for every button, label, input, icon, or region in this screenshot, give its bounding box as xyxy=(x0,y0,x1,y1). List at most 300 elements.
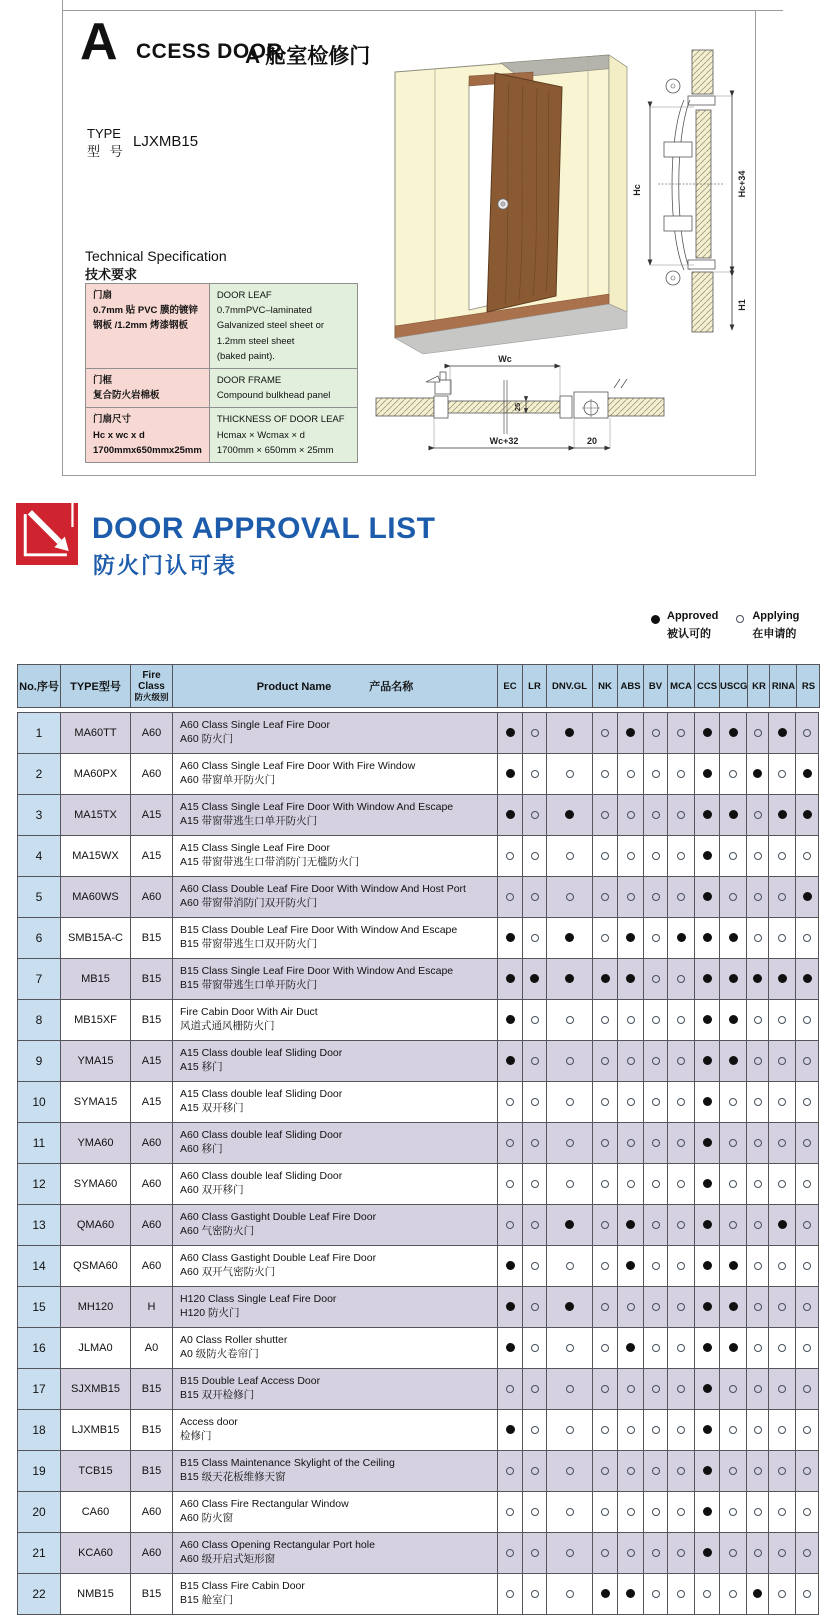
applying-dot-icon xyxy=(627,811,635,819)
approval-row xyxy=(18,1492,819,1533)
approval-cell-rina xyxy=(769,1451,796,1492)
applying-dot-icon xyxy=(652,1057,660,1065)
approval-cell-bv xyxy=(644,795,668,836)
approval-row xyxy=(18,959,819,1000)
approval-cell-ec xyxy=(498,1492,523,1533)
approval-cell-nk xyxy=(593,1246,618,1287)
approval-title: DOOR APPROVAL LIST xyxy=(92,512,436,545)
applying-dot-icon xyxy=(531,1385,539,1393)
product-name-en: B15 Class Single Leaf Fire Door With Window And Escape xyxy=(180,965,454,978)
applying-dot-icon xyxy=(652,1139,660,1147)
applying-dot-icon xyxy=(652,852,660,860)
approved-dot-icon xyxy=(803,769,812,778)
type-label-en: TYPE xyxy=(87,126,121,141)
approval-cell-rina xyxy=(769,877,796,918)
applying-dot-icon xyxy=(652,1180,660,1188)
approval-cell-abs xyxy=(618,1287,644,1328)
dim-wc: Wc xyxy=(498,354,512,364)
row-fire-class: A60 xyxy=(131,1164,173,1205)
approval-cell-nk xyxy=(593,1574,618,1615)
row-no: 5 xyxy=(18,877,61,918)
product-name-en: A60 Class Gastight Double Leaf Fire Door xyxy=(180,1211,377,1224)
approval-cell-rina xyxy=(769,1082,796,1123)
applying-dot-icon xyxy=(677,1221,685,1229)
applying-dot-icon xyxy=(627,1303,635,1311)
approval-cell-nk xyxy=(593,1410,618,1451)
approval-cell-mca xyxy=(668,1246,695,1287)
approval-cell-bv xyxy=(644,754,668,795)
row-fire-class: A60 xyxy=(131,1492,173,1533)
approval-cell-bv xyxy=(644,713,668,754)
approval-cell-uscg xyxy=(720,1123,747,1164)
approval-cell-mca xyxy=(668,877,695,918)
approved-dot-icon xyxy=(703,1056,712,1065)
spec-cell-en: THICKNESS OF DOOR LEAF Hcmax × Wcmax × d 1700mm × 650mm × 25mm xyxy=(209,408,357,463)
applying-dot-icon xyxy=(778,1262,786,1270)
row-product xyxy=(173,713,498,754)
approval-cell-dnv.gl xyxy=(547,1369,593,1410)
applying-dot-icon xyxy=(531,1098,539,1106)
applying-dot-icon xyxy=(754,1385,762,1393)
approval-cell-abs xyxy=(618,1328,644,1369)
approval-cell-nk xyxy=(593,1451,618,1492)
section-title: CCESS DOOR xyxy=(136,40,283,63)
row-no: 10 xyxy=(18,1082,61,1123)
product-name-zh: 检修门 xyxy=(180,1430,212,1442)
approval-cell-rs xyxy=(796,959,819,1000)
approval-row xyxy=(18,1533,819,1574)
row-no: 15 xyxy=(18,1287,61,1328)
vertical-section-drawing xyxy=(628,50,756,334)
approval-cell-mca xyxy=(668,1410,695,1451)
approval-cell-bv xyxy=(644,1246,668,1287)
row-fire-class: B15 xyxy=(131,1410,173,1451)
product-name-zh: B15 双开检修门 xyxy=(180,1389,255,1401)
approval-cell-dnv.gl xyxy=(547,1041,593,1082)
approval-cell-rs xyxy=(796,1287,819,1328)
approval-cell-abs xyxy=(618,1533,644,1574)
applying-dot-icon xyxy=(652,770,660,778)
approval-cell-abs xyxy=(618,1123,644,1164)
applying-dot-icon xyxy=(652,1426,660,1434)
row-type: CA60 xyxy=(61,1492,131,1533)
approval-cell-lr xyxy=(523,959,547,1000)
row-type: MH120 xyxy=(61,1287,131,1328)
legend-label-en: Approved xyxy=(667,610,719,622)
applying-dot-icon xyxy=(803,1221,811,1229)
applying-dot-icon xyxy=(531,934,539,942)
applying-dot-icon xyxy=(531,1303,539,1311)
approval-cell-bv xyxy=(644,1451,668,1492)
approval-cell-rs xyxy=(796,1369,819,1410)
approval-cell-uscg xyxy=(720,1246,747,1287)
applying-dot-icon xyxy=(778,1303,786,1311)
row-product xyxy=(173,1410,498,1451)
applying-dot-icon xyxy=(729,852,737,860)
col-header-uscg: USCG xyxy=(720,665,748,708)
approval-cell-abs xyxy=(618,918,644,959)
applying-dot-icon xyxy=(531,1180,539,1188)
approval-cell-mca xyxy=(668,1451,695,1492)
approval-cell-lr xyxy=(523,877,547,918)
approval-cell-rs xyxy=(796,1205,819,1246)
approval-cell-ec xyxy=(498,1246,523,1287)
approval-cell-abs xyxy=(618,1246,644,1287)
approval-row xyxy=(18,1246,819,1287)
approval-row xyxy=(18,918,819,959)
applying-dot-icon xyxy=(778,893,786,901)
approved-dot-icon xyxy=(703,851,712,860)
approval-cell-ec xyxy=(498,1533,523,1574)
applying-dot-icon xyxy=(652,1303,660,1311)
approval-cell-ec xyxy=(498,1328,523,1369)
approval-cell-uscg xyxy=(720,1287,747,1328)
product-name-en: A15 Class double leaf Sliding Door xyxy=(180,1047,343,1060)
approval-cell-mca xyxy=(668,795,695,836)
approval-cell-bv xyxy=(644,1533,668,1574)
approval-cell-lr xyxy=(523,713,547,754)
applying-dot-icon xyxy=(778,1549,786,1557)
approval-cell-ccs xyxy=(695,1533,720,1574)
dim-wc32: Wc+32 xyxy=(489,436,519,446)
approval-cell-mca xyxy=(668,836,695,877)
applying-dot-icon xyxy=(677,1467,685,1475)
approval-cell-nk xyxy=(593,1205,618,1246)
spec-cell-en: DOOR LEAF 0.7mmPVC–laminated Galvanized steel sheet or 1.2mm steel sheet (baked paint). xyxy=(209,284,357,369)
approval-cell-ccs xyxy=(695,1123,720,1164)
row-type: TCB15 xyxy=(61,1451,131,1492)
approved-dot-icon xyxy=(729,933,738,942)
row-no: 12 xyxy=(18,1164,61,1205)
applying-dot-icon xyxy=(652,1221,660,1229)
applying-dot-icon xyxy=(803,1303,811,1311)
row-product xyxy=(173,1369,498,1410)
applying-dot-icon xyxy=(729,1098,737,1106)
applying-dot-icon xyxy=(803,1590,811,1598)
row-product xyxy=(173,1451,498,1492)
applying-dot-icon xyxy=(677,1303,685,1311)
row-type: JLMA0 xyxy=(61,1328,131,1369)
approval-cell-ccs xyxy=(695,877,720,918)
row-type: MA60TT xyxy=(61,713,131,754)
applying-dot-icon xyxy=(652,1016,660,1024)
section-initial: A xyxy=(80,13,118,71)
approval-row xyxy=(18,1041,819,1082)
approval-cell-mca xyxy=(668,1328,695,1369)
row-fire-class: A60 xyxy=(131,1533,173,1574)
row-product xyxy=(173,1492,498,1533)
approval-cell-ccs xyxy=(695,1246,720,1287)
approval-cell-ec xyxy=(498,795,523,836)
row-type: MA15TX xyxy=(61,795,131,836)
approval-cell-dnv.gl xyxy=(547,877,593,918)
approval-cell-kr xyxy=(747,877,769,918)
approval-cell-lr xyxy=(523,1123,547,1164)
applying-dot-icon xyxy=(677,1549,685,1557)
approval-cell-rs xyxy=(796,1123,819,1164)
approval-row xyxy=(18,1369,819,1410)
spec-title-zh: 技术要求 xyxy=(85,267,138,282)
row-no: 22 xyxy=(18,1574,61,1615)
approval-cell-rina xyxy=(769,959,796,1000)
applying-dot-icon xyxy=(677,729,685,737)
row-product xyxy=(173,795,498,836)
product-name-zh: B15 带窗带逃生口双开防火门 xyxy=(180,938,318,950)
approval-cell-abs xyxy=(618,1410,644,1451)
applying-dot-icon xyxy=(531,1508,539,1516)
applying-dot-icon xyxy=(778,770,786,778)
applying-dot-icon xyxy=(566,1057,574,1065)
applying-dot-icon xyxy=(627,1057,635,1065)
approval-cell-rs xyxy=(796,1246,819,1287)
approval-cell-mca xyxy=(668,1041,695,1082)
applying-dot-icon xyxy=(531,1590,539,1598)
approval-cell-kr xyxy=(747,836,769,877)
approval-cell-uscg xyxy=(720,1451,747,1492)
applying-dot-icon xyxy=(566,1262,574,1270)
applying-dot-icon xyxy=(677,1508,685,1516)
row-no: 14 xyxy=(18,1246,61,1287)
dim-hc34: Hc+34 xyxy=(737,170,747,198)
applying-dot-icon xyxy=(566,852,574,860)
approved-dot-icon xyxy=(506,1302,515,1311)
approval-cell-kr xyxy=(747,1492,769,1533)
applying-dot-icon xyxy=(601,1098,609,1106)
approval-cell-abs xyxy=(618,1164,644,1205)
applying-dot-icon xyxy=(677,1590,685,1598)
row-product xyxy=(173,1082,498,1123)
approval-row xyxy=(18,713,819,754)
section-title-zh: A 舱室检修门 xyxy=(245,45,371,68)
applying-dot-icon xyxy=(652,1549,660,1557)
applying-dot-icon xyxy=(531,811,539,819)
applying-dot-icon xyxy=(566,1139,574,1147)
legend-item xyxy=(736,609,799,643)
product-name-zh: A60 级开启式矩形窗 xyxy=(180,1553,276,1565)
approval-cell-lr xyxy=(523,1082,547,1123)
approval-cell-ccs xyxy=(695,1574,720,1615)
row-fire-class: A60 xyxy=(131,1246,173,1287)
applying-dot-icon xyxy=(652,975,660,983)
row-product xyxy=(173,1164,498,1205)
approval-cell-abs xyxy=(618,1205,644,1246)
applying-dot-icon xyxy=(531,1549,539,1557)
applying-dot-icon xyxy=(531,1467,539,1475)
dim-hc: Hc xyxy=(632,184,642,196)
row-product xyxy=(173,1246,498,1287)
approved-dot-icon xyxy=(506,933,515,942)
applying-dot-icon xyxy=(803,1344,811,1352)
applying-dot-icon xyxy=(677,1016,685,1024)
approved-dot-icon xyxy=(803,892,812,901)
approval-cell-uscg xyxy=(720,1410,747,1451)
applying-dot-icon xyxy=(652,1467,660,1475)
approval-cell-nk xyxy=(593,1492,618,1533)
approval-cell-kr xyxy=(747,1164,769,1205)
row-no: 1 xyxy=(18,713,61,754)
applying-dot-icon xyxy=(601,1016,609,1024)
product-name-en: Access door xyxy=(180,1416,238,1429)
applying-dot-icon xyxy=(566,1426,574,1434)
approval-cell-mca xyxy=(668,754,695,795)
col-header-ccs: CCS xyxy=(695,665,720,708)
approval-cell-kr xyxy=(747,959,769,1000)
applying-dot-icon xyxy=(531,1016,539,1024)
row-no: 20 xyxy=(18,1492,61,1533)
applying-dot-icon xyxy=(506,893,514,901)
approval-cell-nk xyxy=(593,1287,618,1328)
approval-cell-uscg xyxy=(720,1533,747,1574)
side-wall-return xyxy=(609,55,627,312)
legend-label-zh: 被认可的 xyxy=(667,628,711,641)
product-name-en: A60 Class Double Leaf Fire Door With Window And Host Port xyxy=(180,883,466,896)
approval-cell-kr xyxy=(747,1287,769,1328)
applying-dot-icon xyxy=(506,1139,514,1147)
approval-cell-uscg xyxy=(720,918,747,959)
applying-dot-icon xyxy=(601,1180,609,1188)
row-no: 2 xyxy=(18,754,61,795)
product-name-en: A15 Class Single Leaf Fire Door xyxy=(180,842,330,855)
applying-dot-icon xyxy=(677,1139,685,1147)
approval-cell-ec xyxy=(498,1369,523,1410)
approval-cell-ec xyxy=(498,1041,523,1082)
applying-dot-icon xyxy=(566,1549,574,1557)
applying-dot-icon xyxy=(754,1098,762,1106)
applying-dot-icon xyxy=(566,1385,574,1393)
applying-dot-icon xyxy=(652,1262,660,1270)
row-fire-class: B15 xyxy=(131,1574,173,1615)
approved-dot-icon xyxy=(565,974,574,983)
approval-cell-lr xyxy=(523,754,547,795)
applying-dot-icon xyxy=(601,893,609,901)
approval-cell-bv xyxy=(644,1410,668,1451)
product-name-en: B15 Class Double Leaf Fire Door With Window And Escape xyxy=(180,924,458,937)
row-fire-class: A0 xyxy=(131,1328,173,1369)
applying-dot-icon xyxy=(754,811,762,819)
approval-cell-rs xyxy=(796,1041,819,1082)
approval-cell-nk xyxy=(593,1041,618,1082)
approval-cell-uscg xyxy=(720,1041,747,1082)
approval-cell-uscg xyxy=(720,1492,747,1533)
approved-dot-icon xyxy=(803,810,812,819)
row-product xyxy=(173,1123,498,1164)
row-product xyxy=(173,1205,498,1246)
approval-cell-rs xyxy=(796,1164,819,1205)
approved-dot-icon xyxy=(703,1097,712,1106)
product-name-en: A60 Class Opening Rectangular Port hole xyxy=(180,1539,375,1552)
approved-dot-icon xyxy=(703,974,712,983)
approved-dot-icon xyxy=(729,728,738,737)
approval-cell-ccs xyxy=(695,1041,720,1082)
approval-cell-rs xyxy=(796,1410,819,1451)
applying-dot-icon xyxy=(531,1139,539,1147)
approved-dot-icon xyxy=(753,769,762,778)
applying-dot-icon xyxy=(652,729,660,737)
approval-cell-kr xyxy=(747,1123,769,1164)
approved-dot-icon xyxy=(565,1302,574,1311)
approval-cell-rina xyxy=(769,1041,796,1082)
approval-cell-rs xyxy=(796,795,819,836)
product-name-zh: A60 气密防火门 xyxy=(180,1225,255,1237)
approval-cell-bv xyxy=(644,1164,668,1205)
approval-cell-bv xyxy=(644,918,668,959)
applying-dot-icon xyxy=(754,852,762,860)
approval-cell-ec xyxy=(498,1574,523,1615)
applying-dot-icon xyxy=(778,1508,786,1516)
approval-row xyxy=(18,1451,819,1492)
applying-dot-icon xyxy=(566,1098,574,1106)
approval-cell-bv xyxy=(644,1574,668,1615)
approval-cell-ec xyxy=(498,713,523,754)
applying-dot-icon xyxy=(627,1508,635,1516)
approval-cell-bv xyxy=(644,1041,668,1082)
approval-cell-abs xyxy=(618,959,644,1000)
approval-cell-nk xyxy=(593,1369,618,1410)
spec-table xyxy=(85,283,358,463)
approval-cell-nk xyxy=(593,754,618,795)
approval-cell-ccs xyxy=(695,1410,720,1451)
approval-cell-nk xyxy=(593,1533,618,1574)
approval-cell-kr xyxy=(747,1246,769,1287)
dim-h1: H1 xyxy=(737,299,747,311)
row-no: 21 xyxy=(18,1533,61,1574)
applying-dot-icon xyxy=(778,1139,786,1147)
approval-cell-rs xyxy=(796,1574,819,1615)
approval-row xyxy=(18,1410,819,1451)
row-fire-class: A15 xyxy=(131,1082,173,1123)
approval-cell-abs xyxy=(618,1492,644,1533)
approved-dot-icon xyxy=(626,933,635,942)
spec-cell-zh: 门扇尺寸 Hc x wc x d 1700mmx650mmx25mm xyxy=(86,408,210,463)
row-fire-class: B15 xyxy=(131,1369,173,1410)
approval-cell-dnv.gl xyxy=(547,959,593,1000)
approved-dot-icon xyxy=(778,728,787,737)
approval-cell-lr xyxy=(523,836,547,877)
applying-dot-icon xyxy=(729,1467,737,1475)
applying-dot-icon xyxy=(803,1426,811,1434)
applying-dot-icon xyxy=(736,615,744,623)
applying-dot-icon xyxy=(803,1098,811,1106)
product-name-zh: A15 带窗带逃生口带消防门无槛防火门 xyxy=(180,856,360,868)
row-product xyxy=(173,754,498,795)
row-no: 16 xyxy=(18,1328,61,1369)
row-fire-class: A60 xyxy=(131,1123,173,1164)
applying-dot-icon xyxy=(506,1590,514,1598)
applying-dot-icon xyxy=(803,1057,811,1065)
approval-cell-nk xyxy=(593,877,618,918)
approval-cell-lr xyxy=(523,1205,547,1246)
product-name-en: H120 Class Single Leaf Fire Door xyxy=(180,1293,337,1306)
approval-cell-kr xyxy=(747,1533,769,1574)
approval-cell-nk xyxy=(593,959,618,1000)
approval-cell-ec xyxy=(498,1451,523,1492)
applying-dot-icon xyxy=(754,1180,762,1188)
applying-dot-icon xyxy=(652,1508,660,1516)
approval-cell-rs xyxy=(796,1328,819,1369)
approved-dot-icon xyxy=(565,728,574,737)
approved-dot-icon xyxy=(626,1261,635,1270)
applying-dot-icon xyxy=(729,1139,737,1147)
approval-body-table xyxy=(17,712,819,1615)
applying-dot-icon xyxy=(754,1016,762,1024)
row-fire-class: A60 xyxy=(131,877,173,918)
col-header-abs: ABS xyxy=(618,665,644,708)
applying-dot-icon xyxy=(627,770,635,778)
applying-dot-icon xyxy=(677,770,685,778)
approved-dot-icon xyxy=(803,974,812,983)
approval-cell-rina xyxy=(769,1246,796,1287)
product-name-en: A15 Class Single Leaf Fire Door With Window And Escape xyxy=(180,801,454,814)
